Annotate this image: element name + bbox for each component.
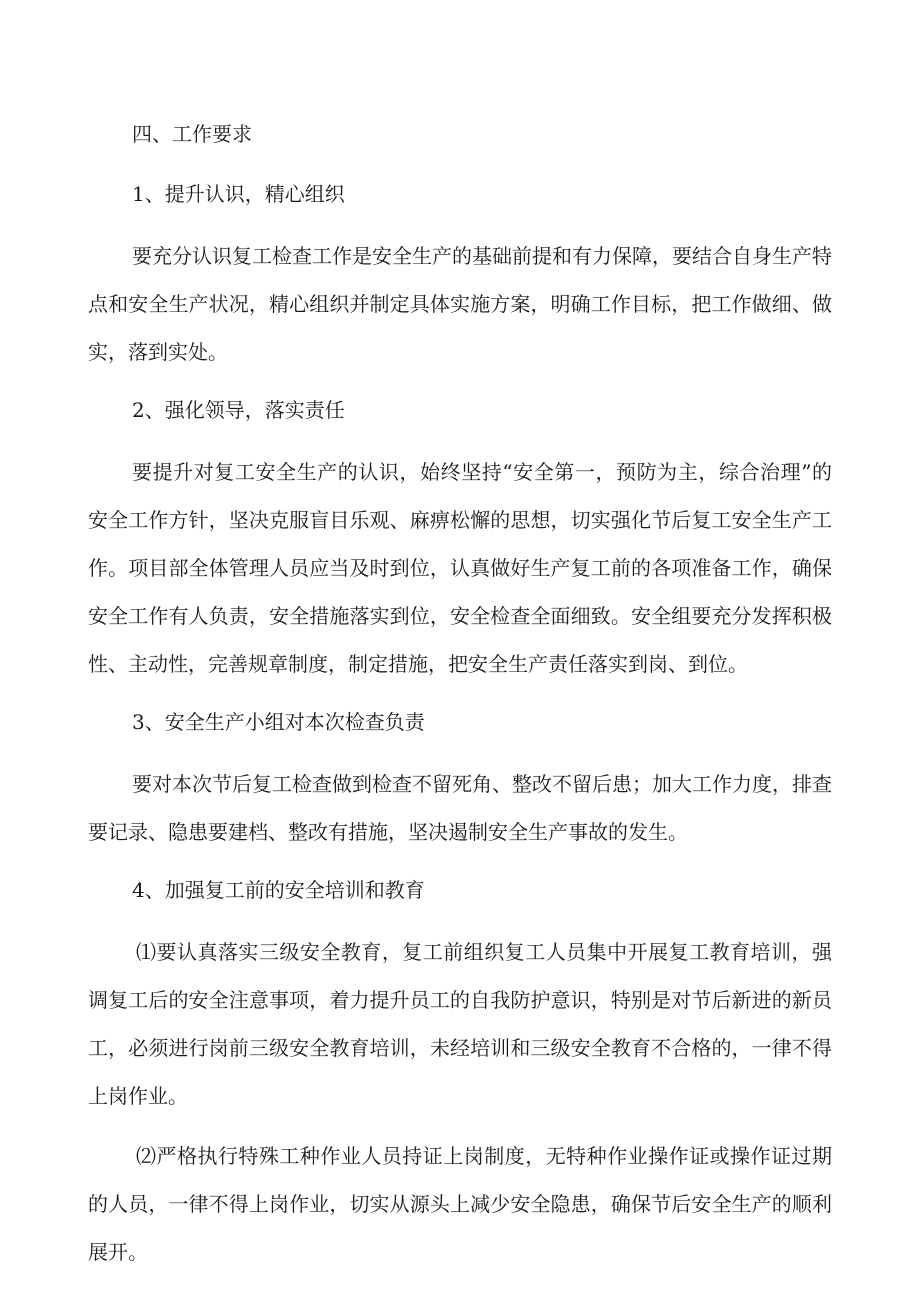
section-title: 四、工作要求	[132, 122, 252, 146]
item-heading-4: 4、加强复工前的安全培训和教育	[132, 878, 425, 902]
item-paragraph-2: 要提升对复工安全生产的认识，始终坚持“安全第一，预防为主，综合治理”的安全工作方针，坚决克服盲目乐观、麻痹松懈的思想，切实强化节后复工安全生产工作。项目部全体管理人员应当及时到位，认真做好生产复工前的各项准备工作，确保安全工作有人负责，安全措施落实到位，安全检查全面细致。安全组要充分发挥积极性、主动性，完善规章制度，制定措施，把安全生产责任落实到岗、到位。	[88, 460, 832, 676]
item-heading-1: 1、提升认识，精心组织	[132, 182, 345, 206]
item-paragraph-4-2: ⑵严格执行特殊工种作业人员持证上岗制度，无特种作业操作证或操作证过期的人员，一律不得上岗作业，切实从源头上减少安全隐患，确保节后安全生产的顺利展开。	[88, 1144, 832, 1264]
item-paragraph-1: 要充分认识复工检查工作是安全生产的基础前提和有力保障，要结合自身生产特点和安全生产状况，精心组织并制定具体实施方案，明确工作目标，把工作做细、做实，落到实处。	[88, 244, 832, 364]
item-heading-2: 2、强化领导，落实责任	[132, 398, 345, 422]
item-paragraph-4-1: ⑴要认真落实三级安全教育，复工前组织复工人员集中开展复工教育培训，强调复工后的安全注意事项，着力提升员工的自我防护意识，特别是对节后新进的新员工，必须进行岗前三级安全教育培训，未经培训和三级安全教育不合格的，一律不得上岗作业。	[88, 940, 832, 1108]
item-paragraph-3: 要对本次节后复工检查做到检查不留死角、整改不留后患；加大工作力度，排查要记录、隐患要建档、整改有措施，坚决遏制安全生产事故的发生。	[88, 772, 832, 844]
item-heading-3: 3、安全生产小组对本次检查负责	[132, 710, 425, 734]
document-body	[88, 112, 832, 1288]
